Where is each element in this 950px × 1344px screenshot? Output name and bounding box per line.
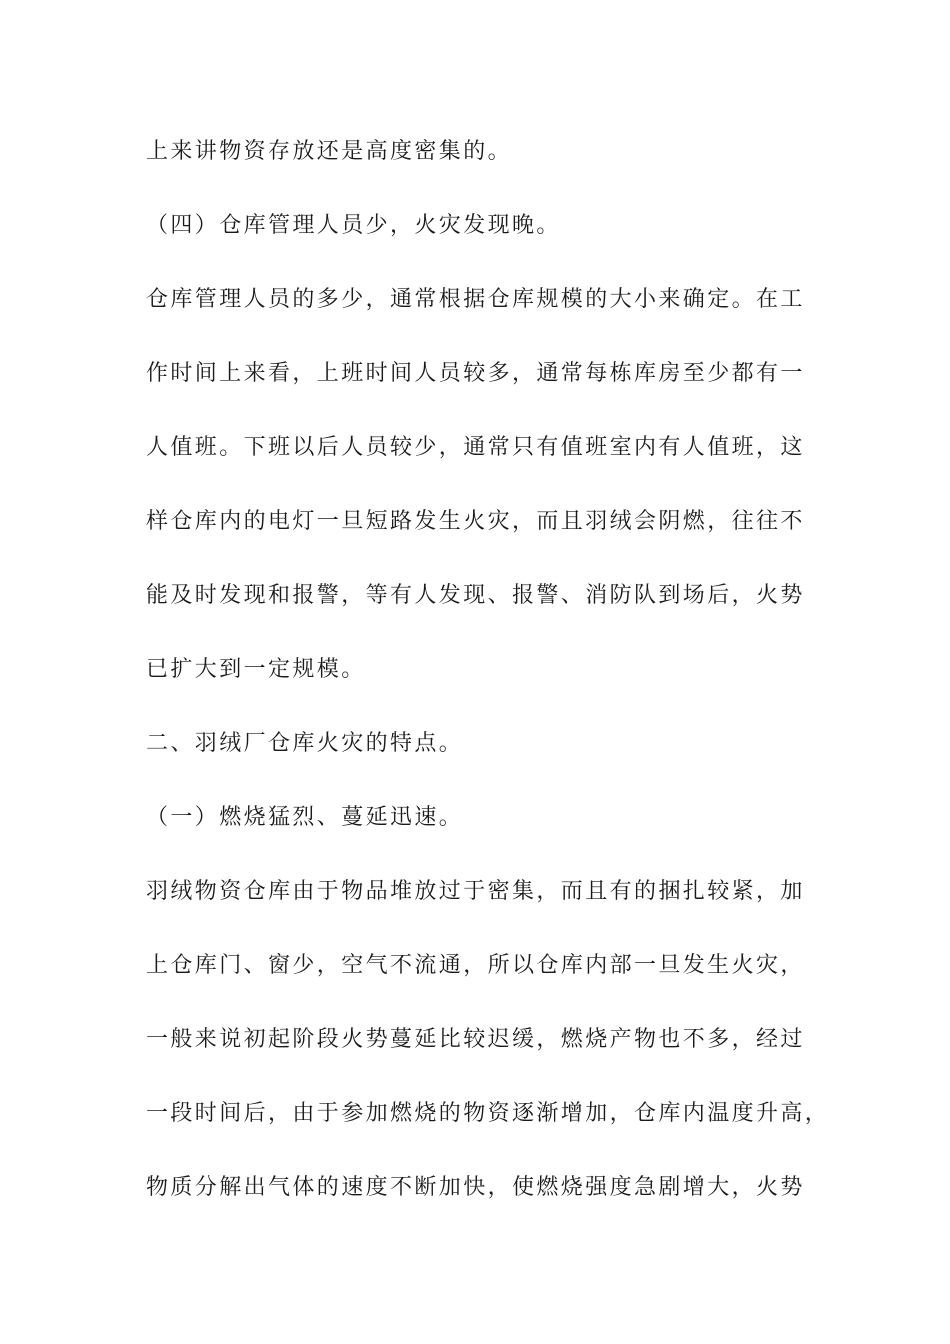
text-line: 人值班。下班以后人员较少，通常只有值班室内有人值班，这 [146,435,805,460]
text-line: 作时间上来看，上班时间人员较多，通常每栋库房至少都有一 [146,361,805,386]
text-line: 羽绒物资仓库由于物品堆放过于密集，而且有的捆扎较紧，加 [146,879,805,904]
text-line: 样仓库内的电灯一旦短路发生火灾，而且羽绒会阴燃，往往不 [146,509,805,534]
text-line: 一般来说初起阶段火势蔓延比较迟缓，燃烧产物也不多，经过 [146,1027,805,1052]
text-line: 上仓库门、窗少，空气不流通，所以仓库内部一旦发生火灾， [146,953,805,978]
section-heading: （一）燃烧猛烈、蔓延迅速。 [146,805,464,830]
text-line: 仓库管理人员的多少，通常根据仓库规模的大小来确定。在工 [146,287,805,312]
section-heading: （四）仓库管理人员少，火灾发现晚。 [146,213,561,238]
text-line: 一段时间后，由于参加燃烧的物资逐渐增加，仓库内温度升高， [146,1101,830,1126]
text-line: 上来讲物资存放还是高度密集的。 [146,139,513,164]
chapter-heading: 二、羽绒厂仓库火灾的特点。 [146,731,464,756]
text-line: 已扩大到一定规模。 [146,657,366,682]
text-line: 能及时发现和报警，等有人发现、报警、消防队到场后，火势 [146,583,805,608]
text-line: 物质分解出气体的速度不断加快，使燃烧强度急剧增大，火势 [146,1175,805,1200]
